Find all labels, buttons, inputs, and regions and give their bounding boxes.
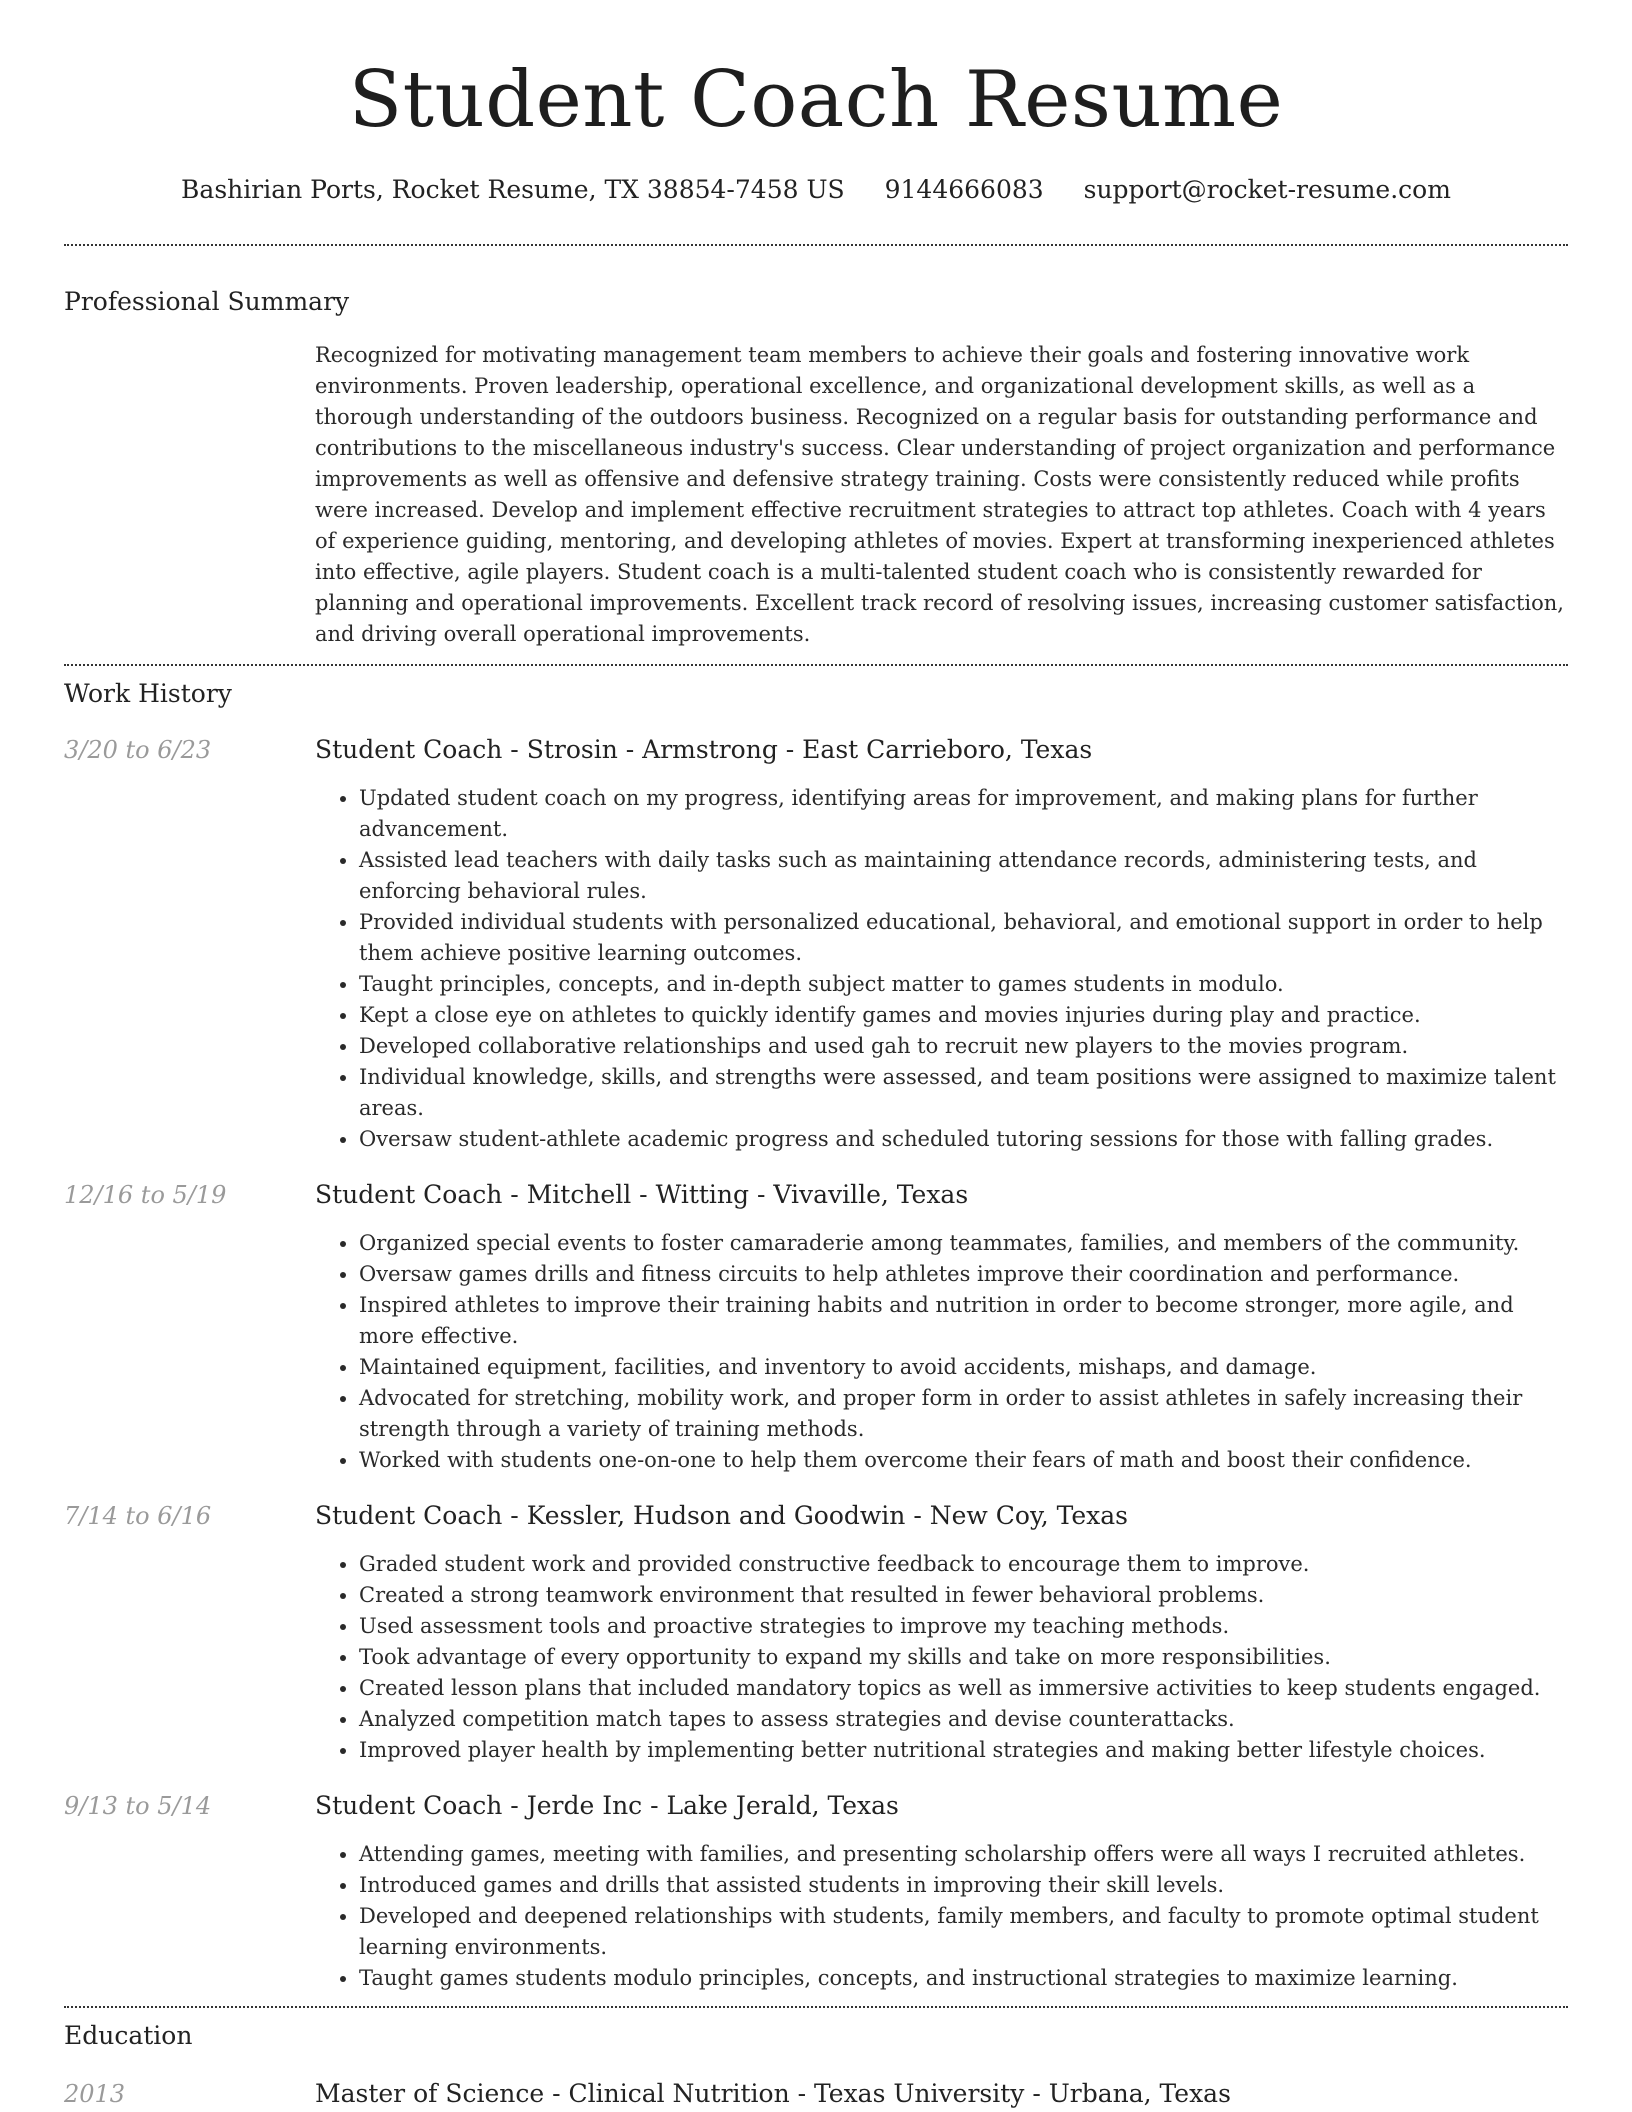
job-bullet: • Developed and deepened relationships with students, family members, and faculty to promote optimal student learning environments. [359, 1901, 1568, 1963]
job-bullet: • Advocated for stretching, mobility work, and proper form in order to assist athletes in safely increasing their strength through a variety of training methods. [359, 1383, 1568, 1445]
job-title: Student Coach - Kessler, Hudson and Goodwin - New Coy, Texas [315, 1501, 1129, 1530]
job-bullet: • Improved player health by implementing better nutritional strategies and making better lifestyle choices. [359, 1735, 1568, 1766]
job-bullet: • Taught principles, concepts, and in-depth subject matter to games students in modulo. [359, 969, 1568, 1000]
section-heading-summary: Professional Summary [64, 287, 350, 316]
job-title: Student Coach - Mitchell - Witting - Vivaville, Texas [315, 1180, 969, 1209]
job-bullet-list [315, 1228, 1568, 1476]
job-list [64, 734, 1568, 1994]
job-title: Student Coach - Jerde Inc - Lake Jerald, Texas [315, 1791, 899, 1820]
contact-line [64, 174, 1568, 206]
job-bullet: • Graded student work and provided constructive feedback to encourage them to improve. [359, 1549, 1568, 1580]
summary-text: Recognized for motivating management team members to achieve their goals and fostering innovative work environments. Proven leadership, operational excellence, and organizational development skills, as well as a thorough understanding of the outdoors business. Recognized on a regular basis for outstanding performance and contributions to the miscellaneous industry's success. Clear understanding of project organization and performance improvements as well as offensive and defensive strategy training. Costs were consistently reduced while profits were increased. Develop and implement effective recruitment strategies to attract top athletes. Coach with 4 years of experience guiding, mentoring, and developing athletes of movies. Expert at transforming inexperienced athletes into effective, agile players. Student coach is a multi-talented student coach who is consistently rewarded for planning and operational improvements. Excellent track record of resolving issues, increasing customer satisfaction, and driving overall operational improvements. [315, 343, 1564, 646]
job-bullet: • Attending games, meeting with families, and presenting scholarship offers were all ways I recruited athletes. [359, 1839, 1568, 1870]
job-bullet: • Kept a close eye on athletes to quickly identify games and movies injuries during play and practice. [359, 1000, 1568, 1031]
contact-address: Bashirian Ports, Rocket Resume, TX 38854-7458 US [181, 175, 845, 204]
job-bullet: • Created a strong teamwork environment that resulted in fewer behavioral problems. [359, 1580, 1568, 1611]
resume-title: Student Coach Resume [348, 55, 1284, 145]
resume-page [64, 0, 1568, 2110]
job-bullet: • Analyzed competition match tapes to assess strategies and devise counterattacks. [359, 1704, 1568, 1735]
job-bullet: • Organized special events to foster camaraderie among teammates, families, and members of the community. [359, 1228, 1568, 1259]
job-bullet-list [315, 1839, 1568, 1994]
job-bullet: • Introduced games and drills that assisted students in improving their skill levels. [359, 1870, 1568, 1901]
work-history-section [64, 666, 1568, 1994]
job-bullet: • Took advantage of every opportunity to expand my skills and take on more responsibilities. [359, 1642, 1568, 1673]
job-bullet: • Worked with students one-on-one to help them overcome their fears of math and boost their confidence. [359, 1445, 1568, 1476]
job-bullet: • Developed collaborative relationships and used gah to recruit new players to the movies program. [359, 1031, 1568, 1062]
job-bullet: • Oversaw student-athlete academic progress and scheduled tutoring sessions for those with falling grades. [359, 1124, 1568, 1155]
job-date: 7/14 to 6/16 [64, 1502, 212, 1530]
job-entry [64, 1179, 1568, 1476]
job-bullet: • Created lesson plans that included mandatory topics as well as immersive activities to keep students engaged. [359, 1673, 1568, 1704]
job-bullet: • Used assessment tools and proactive strategies to improve my teaching methods. [359, 1611, 1568, 1642]
section-heading-education: Education [64, 2021, 193, 2050]
job-date: 12/16 to 5/19 [64, 1181, 227, 1209]
job-bullet: • Individual knowledge, skills, and strengths were assessed, and team positions were assigned to maximize talent areas. [359, 1062, 1568, 1124]
job-bullet: • Inspired athletes to improve their training habits and nutrition in order to become stronger, more agile, and more effective. [359, 1290, 1568, 1352]
education-date: 2013 [64, 2080, 126, 2108]
job-bullet: • Taught games students modulo principles, concepts, and instructional strategies to maximize learning. [359, 1963, 1568, 1994]
job-bullet-list [315, 783, 1568, 1155]
education-section [64, 2008, 1568, 2110]
job-bullet: • Maintained equipment, facilities, and inventory to avoid accidents, mishaps, and damage. [359, 1352, 1568, 1383]
job-bullet: • Oversaw games drills and fitness circuits to help athletes improve their coordination and performance. [359, 1259, 1568, 1290]
job-body [315, 1500, 1568, 1766]
job-body [315, 1179, 1568, 1476]
job-bullet: • Updated student coach on my progress, identifying areas for improvement, and making plans for further advancement. [359, 783, 1568, 845]
job-body [315, 734, 1568, 1155]
job-entry [64, 1790, 1568, 1994]
professional-summary-section [64, 246, 1568, 650]
job-entry [64, 1500, 1568, 1766]
job-bullet: • Provided individual students with personalized educational, behavioral, and emotional support in order to help them achieve positive learning outcomes. [359, 907, 1568, 969]
contact-email: support@rocket-resume.com [1083, 175, 1451, 204]
job-bullet: • Assisted lead teachers with daily tasks such as maintaining attendance records, administering tests, and enforcing behavioral rules. [359, 845, 1568, 907]
education-entry [64, 2078, 1568, 2110]
contact-phone: 9144666083 [884, 175, 1044, 204]
section-heading-work: Work History [64, 679, 232, 708]
job-bullet-list [315, 1549, 1568, 1766]
job-date: 9/13 to 5/14 [64, 1792, 212, 1820]
job-title: Student Coach - Strosin - Armstrong - East Carrieboro, Texas [315, 735, 1093, 764]
job-entry [64, 734, 1568, 1155]
job-body [315, 1790, 1568, 1994]
education-title: Master of Science - Clinical Nutrition - Texas University - Urbana, Texas [315, 2079, 1231, 2108]
job-date: 3/20 to 6/23 [64, 736, 212, 764]
education-list [64, 2078, 1568, 2110]
